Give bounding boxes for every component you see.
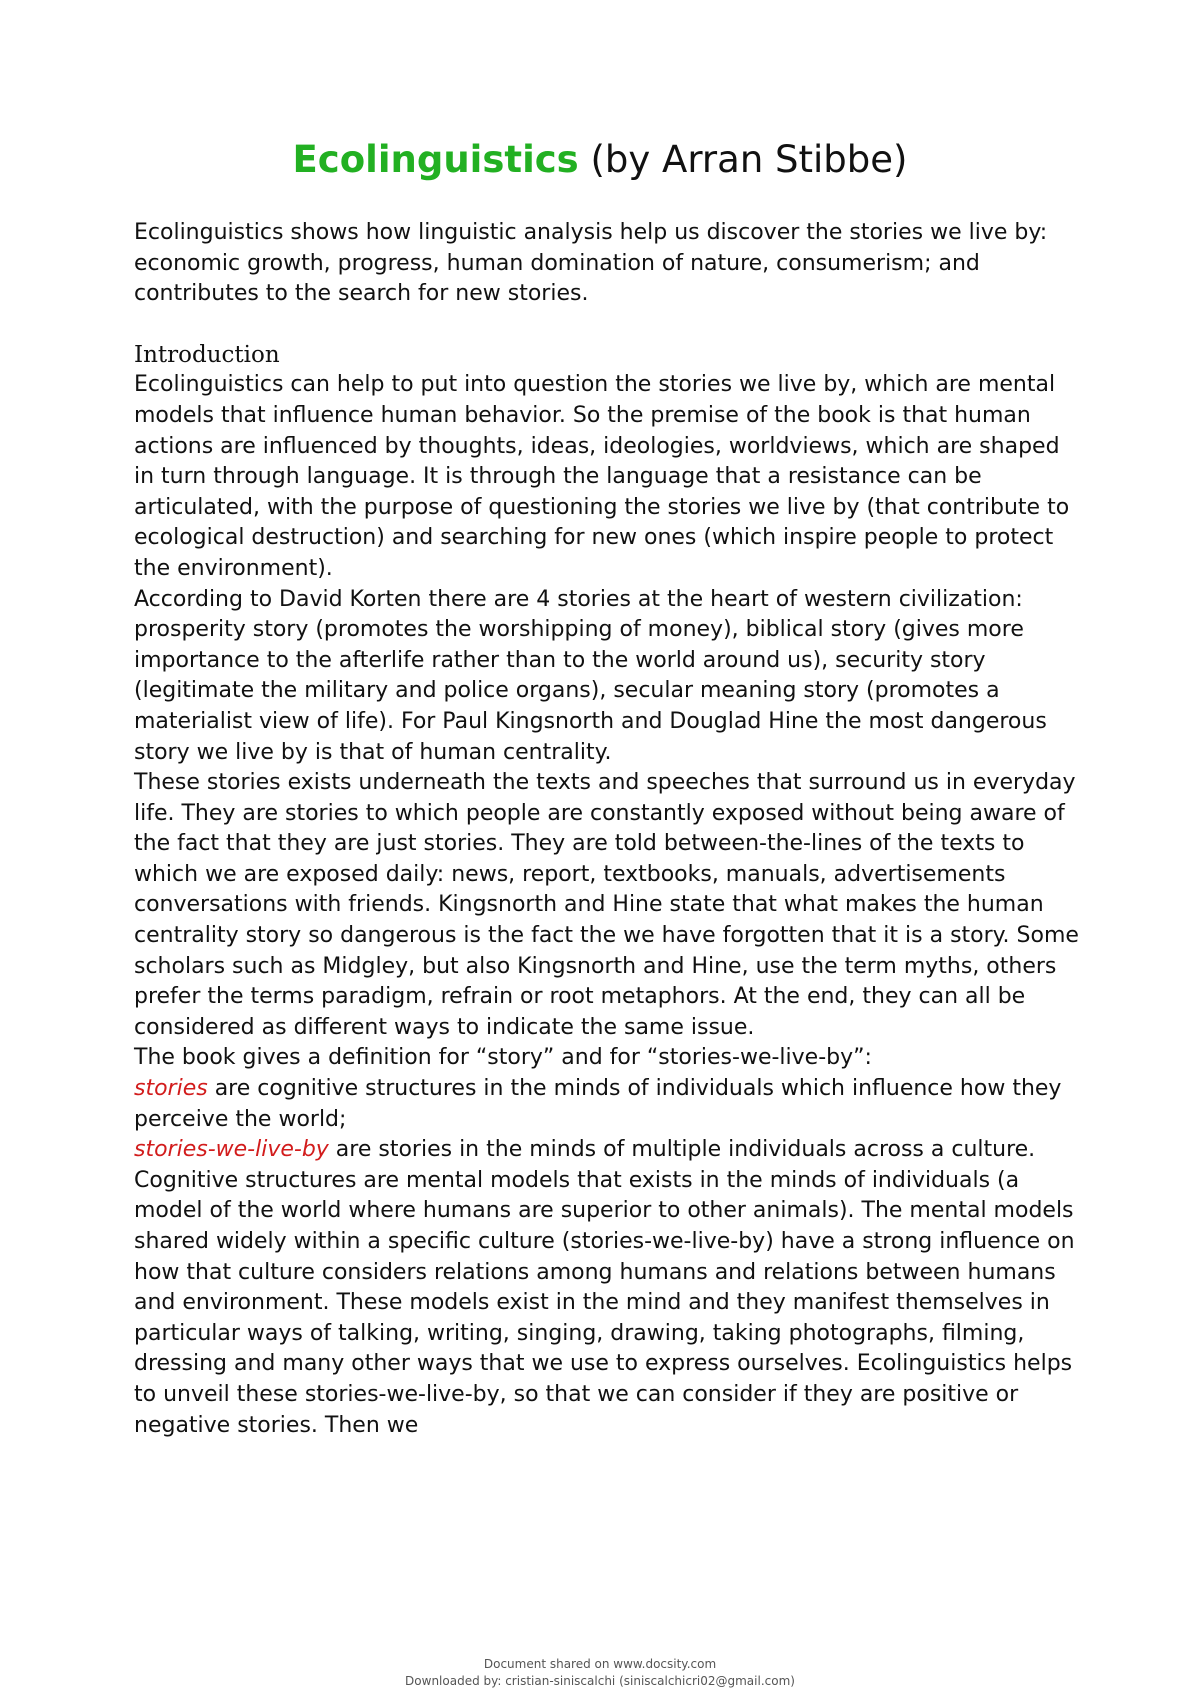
definition-stories xyxy=(134,1074,1079,1135)
title-main: Ecolinguistics xyxy=(292,138,579,181)
body-paragraph: Ecolinguistics can help to put into question the stories we live by, which are mental models that influence human behavior. So the premise of the book is that human actions are influenced by thoughts, ideas, ideologies, worldviews, which are shaped in turn through language. It is through the language that a resistance can be articulated, with the purpose of questioning the stories we live by (that contribute to ecological destruction) and searching for new ones (which inspire people to protect the environment). xyxy=(134,372,1070,581)
footer-downloaded-by: Downloaded by: cristian-siniscalchi (siniscalchicri02@gmail.com) xyxy=(405,1674,795,1688)
section-heading: Introduction xyxy=(134,341,280,368)
footer-shared-on: Document shared on www.docsity.com xyxy=(483,1657,717,1671)
body-paragraph: These stories exists underneath the texts and speeches that surround us in everyday life. They are stories to which people are constantly exposed without being aware of the fact that they are just stories. They are told between-the-lines of the texts to which we are exposed daily: news, report, textbooks, manuals, advertisements conversations with friends. Kingsnorth and Hine state that what makes the human centrality story so dangerous is the fact the we have forgotten that it is a story. Some scholars such as Midgley, but also Kingsnorth and Hine, use the term myths, others prefer the terms paradigm, refrain or root metaphors. At the end, they can all be considered as different ways to indicate the same issue. xyxy=(134,770,1079,1040)
definition-term: stories-we-live-by xyxy=(134,1137,329,1163)
definition-text: are stories in the minds of multiple individuals across a culture. xyxy=(328,1137,1036,1163)
document-body xyxy=(134,218,1079,1441)
document-title xyxy=(0,136,1200,184)
definition-text: are cognitive structures in the minds of individuals which influence how they perceive the world; xyxy=(134,1076,1062,1132)
paragraph-gap xyxy=(134,310,1079,340)
body-paragraph: Cognitive structures are mental models that exists in the minds of individuals (a model of the world where humans are superior to other animals). The mental models shared widely within a specific culture (stories-we-live-by) have a strong influence on how that culture considers relations among humans and relations between humans and environment. These models exist in the mind and they manifest themselves in particular ways of talking, writing, singing, drawing, taking photographs, filming, dressing and many other ways that we use to express ourselves. Ecolinguistics helps to unveil these stories-we-live-by, so that we can consider if they are positive or negative stories. Then we xyxy=(134,1167,1075,1438)
intro-paragraph: Ecolinguistics shows how linguistic analysis help us discover the stories we live by: economic growth, progress, human domination of nature, consumerism; and contributes to the search for new stories. xyxy=(134,220,1048,307)
body-paragraph: The book gives a definition for “story” and for “stories-we-live-by”: xyxy=(134,1045,872,1071)
title-author: (by Arran Stibbe) xyxy=(578,138,908,181)
definition-stories-we-live-by xyxy=(134,1135,1079,1166)
definition-term: stories xyxy=(134,1076,208,1102)
body-paragraph: According to David Korten there are 4 stories at the heart of western civilization: prosperity story (promotes the worshipping of money), biblical story (gives more importance to the afterlife rather than to the world around us), security story (legitimate the military and police organs), secular meaning story (promotes a materialist view of life). For Paul Kingsnorth and Douglad Hine the most dangerous story we live by is that of human centrality. xyxy=(134,586,1047,765)
